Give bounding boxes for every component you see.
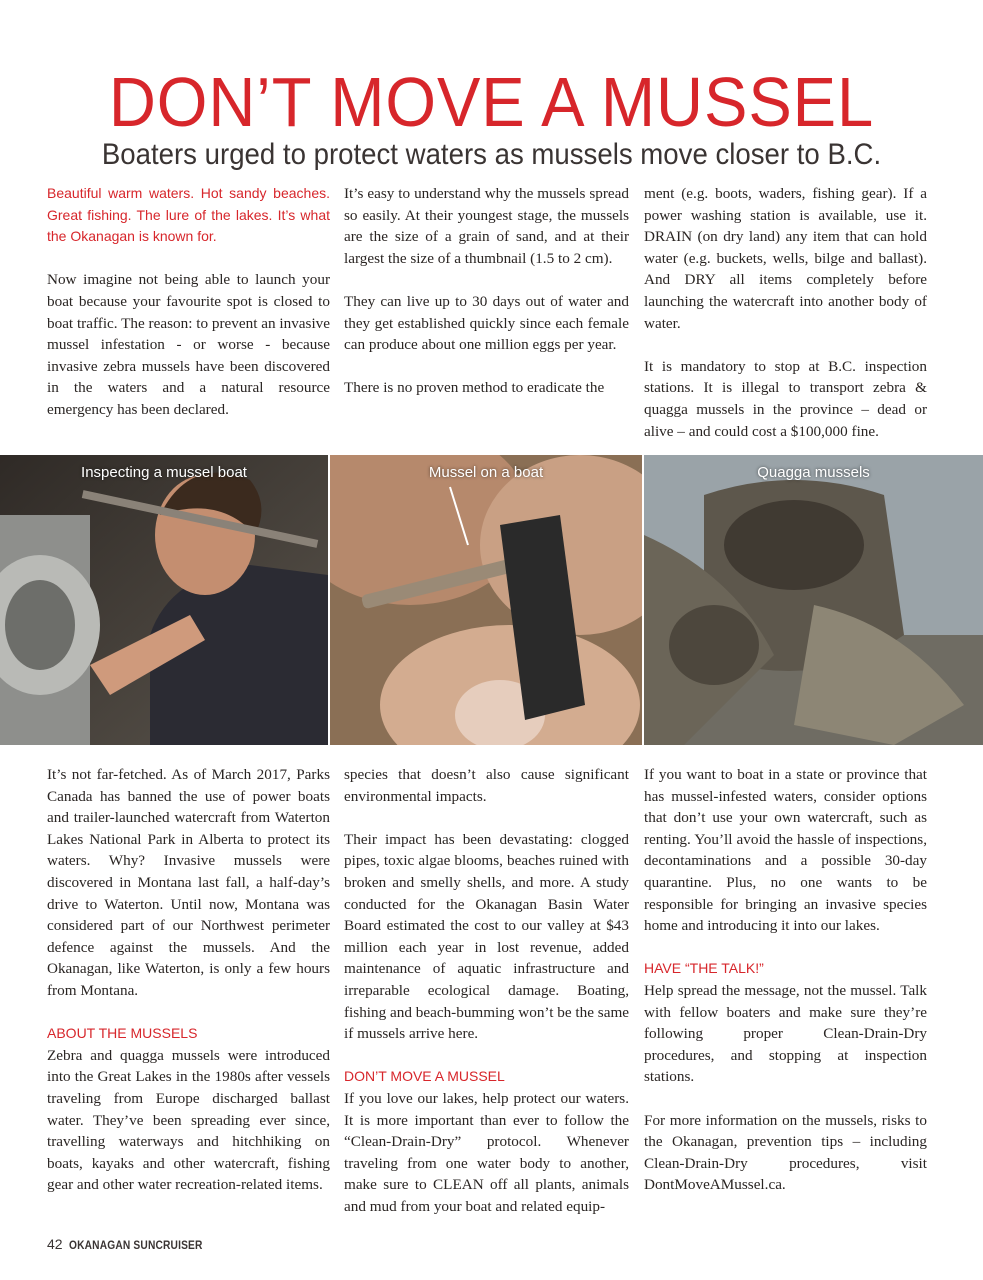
paragraph: It is mandatory to stop at B.C. inspection stations. It is illegal to transport zebra & quagga mussels in the province – dead or alive – and could cost a $100,000 fine.	[644, 357, 927, 440]
top-column-2	[344, 183, 629, 399]
paragraph: Zebra and quagga mussels were introduced into the Great Lakes in the 1980s after vessels traveling from Europe discharged ballast water. They’ve been spreading ever since, travelling waterways and hitchhiking on boats, kayaks and other watercraft, fishing gear and other water recreation-related items.	[47, 1046, 330, 1194]
paragraph: species that doesn’t also cause significant environmental impacts.	[344, 766, 629, 805]
page-footer	[47, 1236, 226, 1252]
paragraph: If you want to boat in a state or province that has mussel-infested waters, consider options that don’t use your own watercraft, such as renting. You’ll avoid the hassle of inspections, decontaminations and a possible 30-day quarantine. Plus, no one wants to be responsible for bringing an invasive species home and introducing it into our lakes.	[644, 766, 927, 935]
paragraph: It’s easy to understand why the mussels spread so easily. At their youngest stage, the mussels are the size of a grain of sand, and at their largest the size of a thumbnail (1.5 to 2 cm).	[344, 185, 629, 267]
photo-quagga-mussels	[644, 455, 983, 745]
paragraph: If you love our lakes, help protect our waters. It is more important than ever to follow the “Clean-Drain-Dry” protocol. Whenever traveling from one water body to another, make sure to CLEAN off all plants, animals and mud from your boat and related equip-	[344, 1089, 629, 1215]
photo-caption: Quagga mussels	[757, 464, 870, 481]
magazine-name: OKANAGAN SUNCRUISER	[68, 1238, 203, 1252]
inspecting-photo-image	[0, 455, 328, 745]
paragraph: Their impact has been devastating: clogged pipes, toxic algae blooms, beaches ruined with broken and smelly shells, and more. A study conducted for the Okanagan Basin Water Board estimated the cost to our valley at $43 million each year in lost revenue, added maintenance of aquatic infrastructure and irreparable ecological damage. Boating, fishing and beach-bumming won’t be the same if mussels arrive here.	[344, 830, 629, 1043]
bottom-column-1	[47, 764, 330, 1196]
paragraph: There is no proven method to eradicate the	[344, 379, 605, 397]
paragraph: They can live up to 30 days out of water and they get established quickly since each female can produce about one million eggs per year.	[344, 292, 629, 354]
photo-mussel-on-boat	[330, 455, 642, 745]
section-heading-about: ABOUT THE MUSSELS	[47, 1025, 198, 1042]
intro-lede: Beautiful warm waters. Hot sandy beaches. Great fishing. The lure of the lakes. It’s what the Okanagan is known for.	[47, 185, 330, 245]
mussel-on-boat-image	[330, 455, 642, 745]
paragraph: Help spread the message, not the mussel. Talk with fellow boaters and make sure they’re following proper Clean-Drain-Dry procedures, and stopping at inspection stations.	[644, 981, 927, 1086]
photo-caption: Mussel on a boat	[428, 464, 544, 481]
paragraph: For more information on the mussels, risks to the Okanagan, prevention tips – including Clean-Drain-Dry procedures, visit DontMoveAMussel.ca.	[644, 1111, 927, 1194]
quagga-mussels-image	[644, 455, 983, 745]
top-column-3	[644, 183, 927, 442]
article-subhead: Boaters urged to protect waters as mussels move closer to B.C.	[101, 138, 882, 171]
photo-caption: Inspecting a mussel boat	[81, 464, 247, 481]
article-headline: DON’T MOVE A MUSSEL	[108, 63, 875, 141]
section-heading-have-the-talk: HAVE “THE TALK!”	[644, 960, 764, 977]
bottom-column-2	[344, 764, 629, 1217]
paragraph: It’s not far-fetched. As of March 2017, Parks Canada has banned the use of power boats and trailer-launched watercraft from Waterton Lakes National Park in Alberta to protect its waters. Why? Invasive mussels were discovered in Montana last fall, a half-day’s drive to Waterton. Until now, Montana was considered part of our Northwest perimeter defence against the mussels. And the Okanagan, like Waterton, is only a few hours from Montana.	[47, 766, 330, 999]
photo-strip	[0, 455, 983, 745]
bottom-column-3	[644, 764, 927, 1196]
photo-inspecting-boat	[0, 455, 328, 745]
intro-column	[47, 183, 330, 421]
intro-paragraph: Now imagine not being able to launch your boat because your favourite spot is closed to boat traffic. The reason: to prevent an invasive mussel infestation - or worse - because invasive zebra mussels have been discovered in the waters and a natural resource emergency has been declared.	[47, 271, 330, 418]
paragraph: ment (e.g. boots, waders, fishing gear). If a power washing station is available, use it. DRAIN (on dry land) any item that can hold water (e.g. buckets, wells, bilge and ballast). And DRY all items completely before launching the watercraft into another body of water.	[644, 185, 927, 332]
section-heading-dont-move: DON’T MOVE A MUSSEL	[344, 1068, 505, 1085]
page-number: 42	[47, 1236, 63, 1252]
